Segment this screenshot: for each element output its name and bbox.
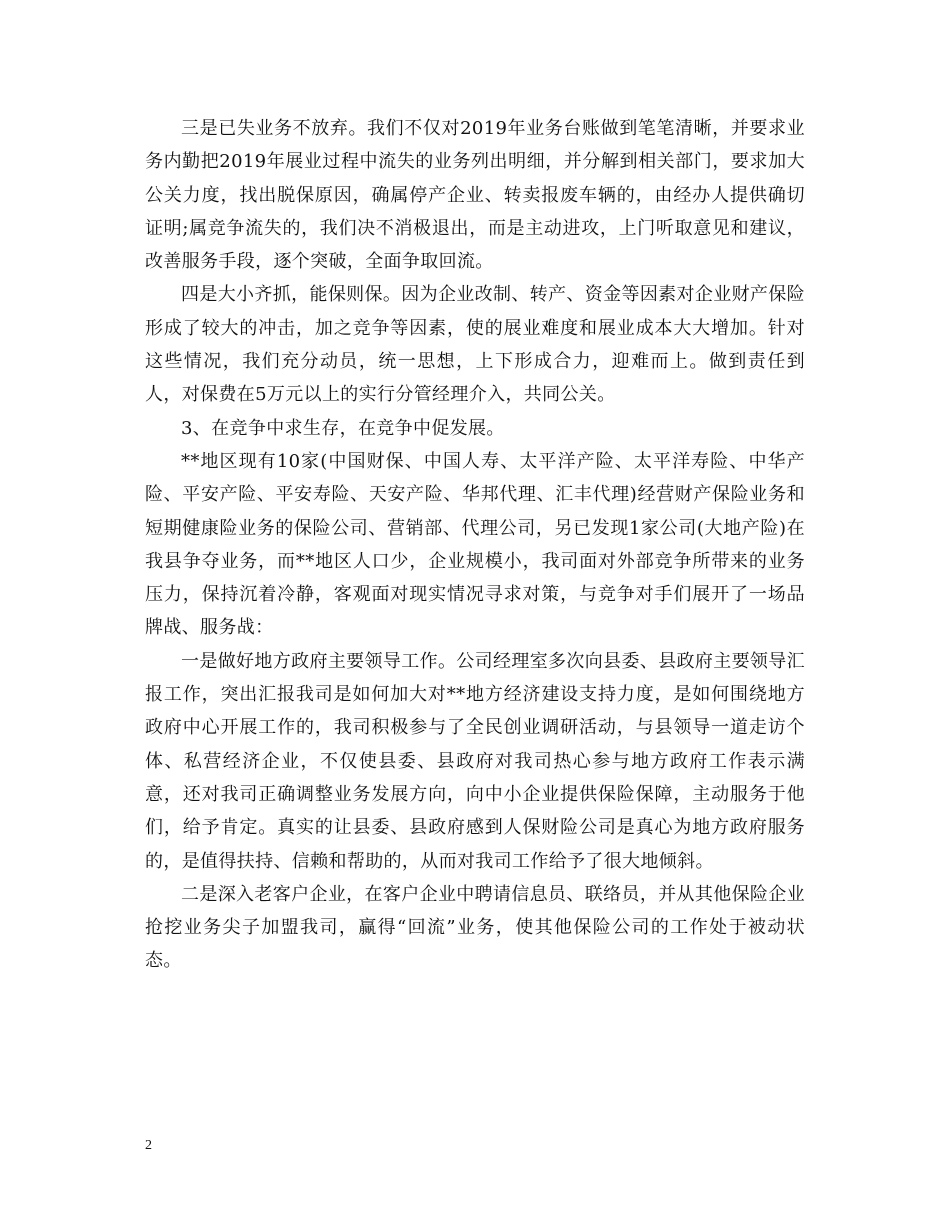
paragraph-section-heading: 3、在竞争中求生存，在竞争中促发展。 bbox=[181, 417, 505, 439]
paragraph-old-clients: 二是深入老客户企业，在客户企业中聘请信息员、联络员，并从其他保险企业抢挖业务尖子加盟我司，赢得“回流”业务，使其他保险公司的工作处于被动状态。 bbox=[145, 883, 805, 972]
document-body bbox=[145, 112, 805, 978]
paragraph-grasp-all: 四是大小齐抓，能保则保。因为企业改制、转产、资金等因素对企业财产保险形成了较大的冲击，加之竞争等因素，使的展业难度和展业成本大大增加。针对这些情况，我们充分动员，统一思想，上下形成合力，迎难而上。做到责任到人，对保费在5万元以上的实行分管经理介入，共同公关。 bbox=[145, 284, 805, 406]
paragraph-lost-business: 三是已失业务不放弃。我们不仅对2019年业务台账做到笔笔清晰，并要求业务内勤把2019年展业过程中流失的业务列出明细，并分解到相关部门，要求加大公关力度，找出脱保原因，确属停产企业、转卖报废车辆的，由经办人提供确切证明;属竞争流失的，我们决不消极退出，而是主动进攻，上门听取意见和建议，改善服务手段，逐个突破，全面争取回流。 bbox=[145, 118, 805, 273]
page-number: 2 bbox=[145, 1138, 152, 1153]
paragraph-government-work: 一是做好地方政府主要领导工作。公司经理室多次向县委、县政府主要领导汇报工作，突出汇报我司是如何加大对**地方经济建设支持力度，是如何围绕地方政府中心开展工作的，我司积极参与了全民创业调研活动，与县领导一道走访个体、私营经济企业，不仅使县委、县政府对我司热心参与地方政府工作表示满意，还对我司正确调整业务发展方向，向中小企业提供保险保障，主动服务于他们，给予肯定。真实的让县委、县政府感到人保财险公司是真心为地方政府服务的，是值得扶持、信赖和帮助的，从而对我司工作给予了很大地倾斜。 bbox=[145, 650, 805, 872]
paragraph-competition: **地区现有10家(中国财保、中国人寿、太平洋产险、太平洋寿险、中华产险、平安产险、平安寿险、天安产险、华邦代理、汇丰代理)经营财产保险业务和短期健康险业务的保险公司、营销部、代理公司，另已发现1家公司(大地产险)在我县争夺业务，而**地区人口少，企业规模小，我司面对外部竞争所带来的业务压力，保持沉着冷静，客观面对现实情况寻求对策，与竞争对手们展开了一场品牌战、服务战： bbox=[145, 450, 805, 639]
